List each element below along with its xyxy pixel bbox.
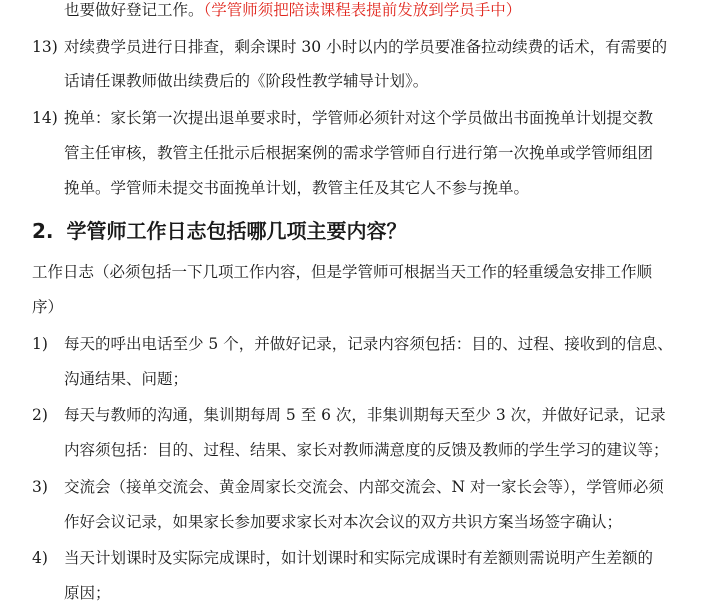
list-item-4-number: 4) xyxy=(32,549,48,567)
item-14-line-2: 管主任审核，教管主任批示后根据案例的需求学管师自行进行第一次挽单或学管师组团 xyxy=(64,144,654,162)
intro-red-note: （学管师须把陪读课程表提前发放到学员手中） xyxy=(203,1,522,19)
list-item-1-number: 1) xyxy=(32,335,48,353)
list-item-3-line-1: 交流会（接单交流会、黄金周家长交流会、内部交流会、N 对一家长会等），学管师必须 xyxy=(64,478,664,496)
item-13-line-1: 对续费学员进行日排查，剩余课时 30 小时以内的学员要准备拉动续费的话术，有需要的 xyxy=(64,38,668,56)
item-13-number: 13) xyxy=(32,38,58,56)
intro-text: 也要做好登记工作。 xyxy=(64,1,204,19)
list-item-1-line-2: 沟通结果、问题； xyxy=(64,370,189,388)
list-item-4-line-1: 当天计划课时及实际完成课时，如计划课时和实际完成课时有差额则需说明产生差额的 xyxy=(64,549,654,567)
item-14-number: 14) xyxy=(32,109,58,127)
list-item-4-line-2: 原因； xyxy=(64,584,111,602)
section-2-heading xyxy=(32,218,406,244)
list-item-2-line-1: 每天与教师的沟通，集训期每周 5 至 6 次，非集训期每天至少 3 次，并做好记录，记录 xyxy=(64,406,666,424)
list-item-2-line-2: 内容须包括：目的、过程、结果、家长对教师满意度的反馈及教师的学生学习的建议等； xyxy=(64,441,669,459)
section-2-title: 学管师工作日志包括哪几项主要内容？ xyxy=(66,219,407,243)
section-2-number: 2. xyxy=(32,219,54,243)
list-item-3-number: 3) xyxy=(32,478,48,496)
intro-line xyxy=(64,0,521,20)
list-item-1-line-1: 每天的呼出电话至少 5 个，并做好记录，记录内容须包括：目的、过程、接收到的信息、 xyxy=(64,335,673,353)
item-14-line-1: 挽单：家长第一次提出退单要求时，学管师必须针对这个学员做出书面挽单计划提交教 xyxy=(64,109,654,127)
worklog-intro-line-1: 工作日志（必须包括一下几项工作内容，但是学管师可根据当天工作的轻重缓急安排工作顺 xyxy=(32,263,653,281)
list-item-3-line-2: 作好会议记录，如果家长参加要求家长对本次会议的双方共识方案当场签字确认； xyxy=(64,513,623,531)
list-item-2-number: 2) xyxy=(32,406,48,424)
item-14-line-3: 挽单。学管师未提交书面挽单计划，教管主任及其它人不参与挽单。 xyxy=(64,179,530,197)
worklog-intro-line-2: 序） xyxy=(32,298,64,316)
item-13-line-2: 话请任课教师做出续费后的《阶段性教学辅导计划》。 xyxy=(64,72,429,90)
